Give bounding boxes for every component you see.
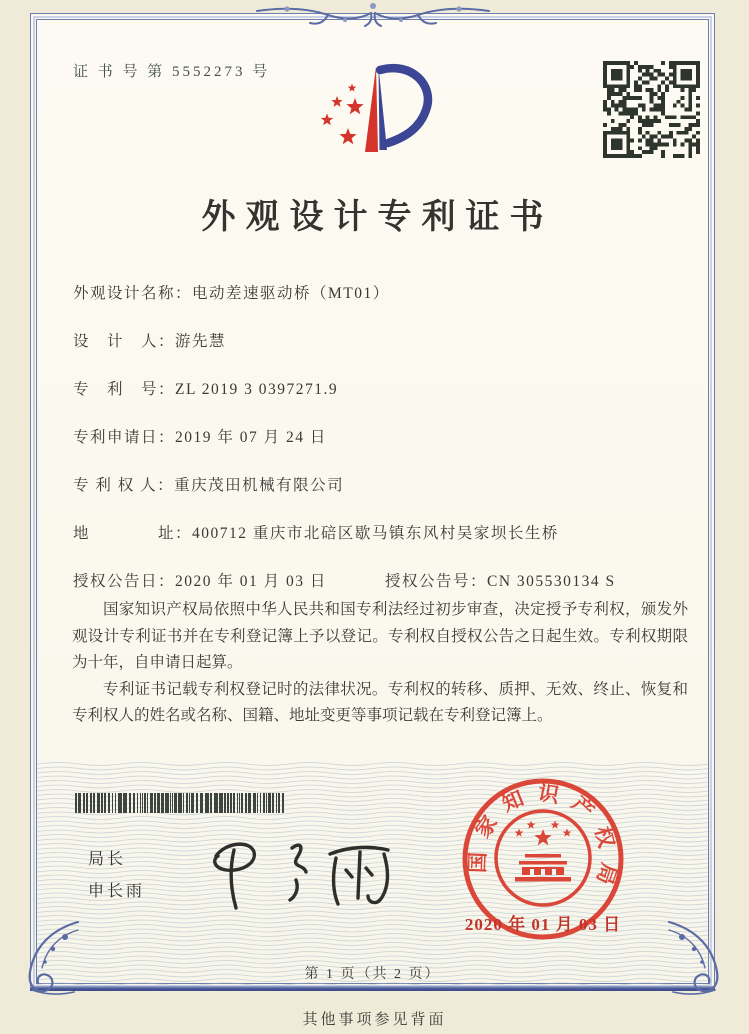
field-value: 2020 年 01 月 03 日: [175, 573, 327, 590]
field-grant-date: [73, 569, 327, 591]
signer-name: 申长雨: [88, 883, 146, 900]
field-value: CN 305530134 S: [487, 573, 616, 590]
field-designer: [73, 329, 226, 351]
field-label: 设 计 人：: [73, 333, 176, 350]
legal-text: [72, 597, 688, 730]
field-value: 重庆茂田机械有限公司: [174, 477, 345, 494]
top-flourish-ornament-icon: [253, 0, 493, 30]
field-address: [73, 521, 559, 543]
field-design-name: [73, 281, 390, 303]
field-label: 授权公告日：: [73, 573, 176, 590]
field-label: 专 利 号：: [73, 381, 176, 398]
qr-code-icon: [603, 61, 700, 158]
handwritten-signature-icon: [200, 822, 400, 917]
field-value: 2019 年 07 月 24 日: [175, 429, 327, 446]
field-patent-number: [73, 377, 338, 399]
legal-paragraph-1: 国家知识产权局依照中华人民共和国专利法经过初步审查，决定授予专利权，颁发外观设计专利证书并在专利登记簿上予以登记。专利权自授权公告之日起生效。专利权期限为十年，自申请日起算。: [72, 601, 688, 671]
signer-title: 局长: [88, 851, 127, 868]
field-value: 游先慧: [175, 333, 227, 350]
certificate-number: 证 书 号 第 5552273 号: [73, 64, 271, 80]
legal-paragraph-2: 专利证书记载专利权登记时的法律状况。专利权的转移、质押、无效、终止、恢复和专利权人的姓名或名称、国籍、地址变更等事项记载在专利登记簿上。: [72, 680, 688, 724]
field-label: 专 利 权 人：: [73, 477, 175, 494]
corner-flourish-icon: [665, 920, 727, 996]
field-filing-date: [73, 425, 327, 447]
field-value: 400712 重庆市北碚区歇马镇东风村吴家坝长生桥: [192, 525, 559, 542]
field-label: 地 址：: [73, 525, 193, 542]
field-patentee: [73, 473, 344, 495]
field-label: 授权公告号：: [385, 573, 488, 590]
field-value: ZL 2019 3 0397271.9: [175, 381, 339, 398]
field-value: 电动差速驱动桥（MT01）: [192, 285, 390, 302]
seal-date: 2020 年 01 月 03 日: [464, 915, 622, 934]
back-side-note: 其他事项参见背面: [302, 1012, 447, 1028]
cnipa-logo-icon: [312, 58, 447, 163]
field-label: 专利申请日：: [73, 429, 176, 446]
field-grant-number: [385, 569, 616, 591]
certificate-title: 外观设计专利证书: [201, 199, 554, 236]
field-label: 外观设计名称：: [73, 285, 193, 302]
barcode-icon: [75, 793, 287, 813]
seal-text: 国家知识产权局: [465, 780, 622, 899]
page-number: 第 1 页（共 2 页）: [304, 967, 441, 982]
corner-flourish-icon: [20, 920, 82, 996]
